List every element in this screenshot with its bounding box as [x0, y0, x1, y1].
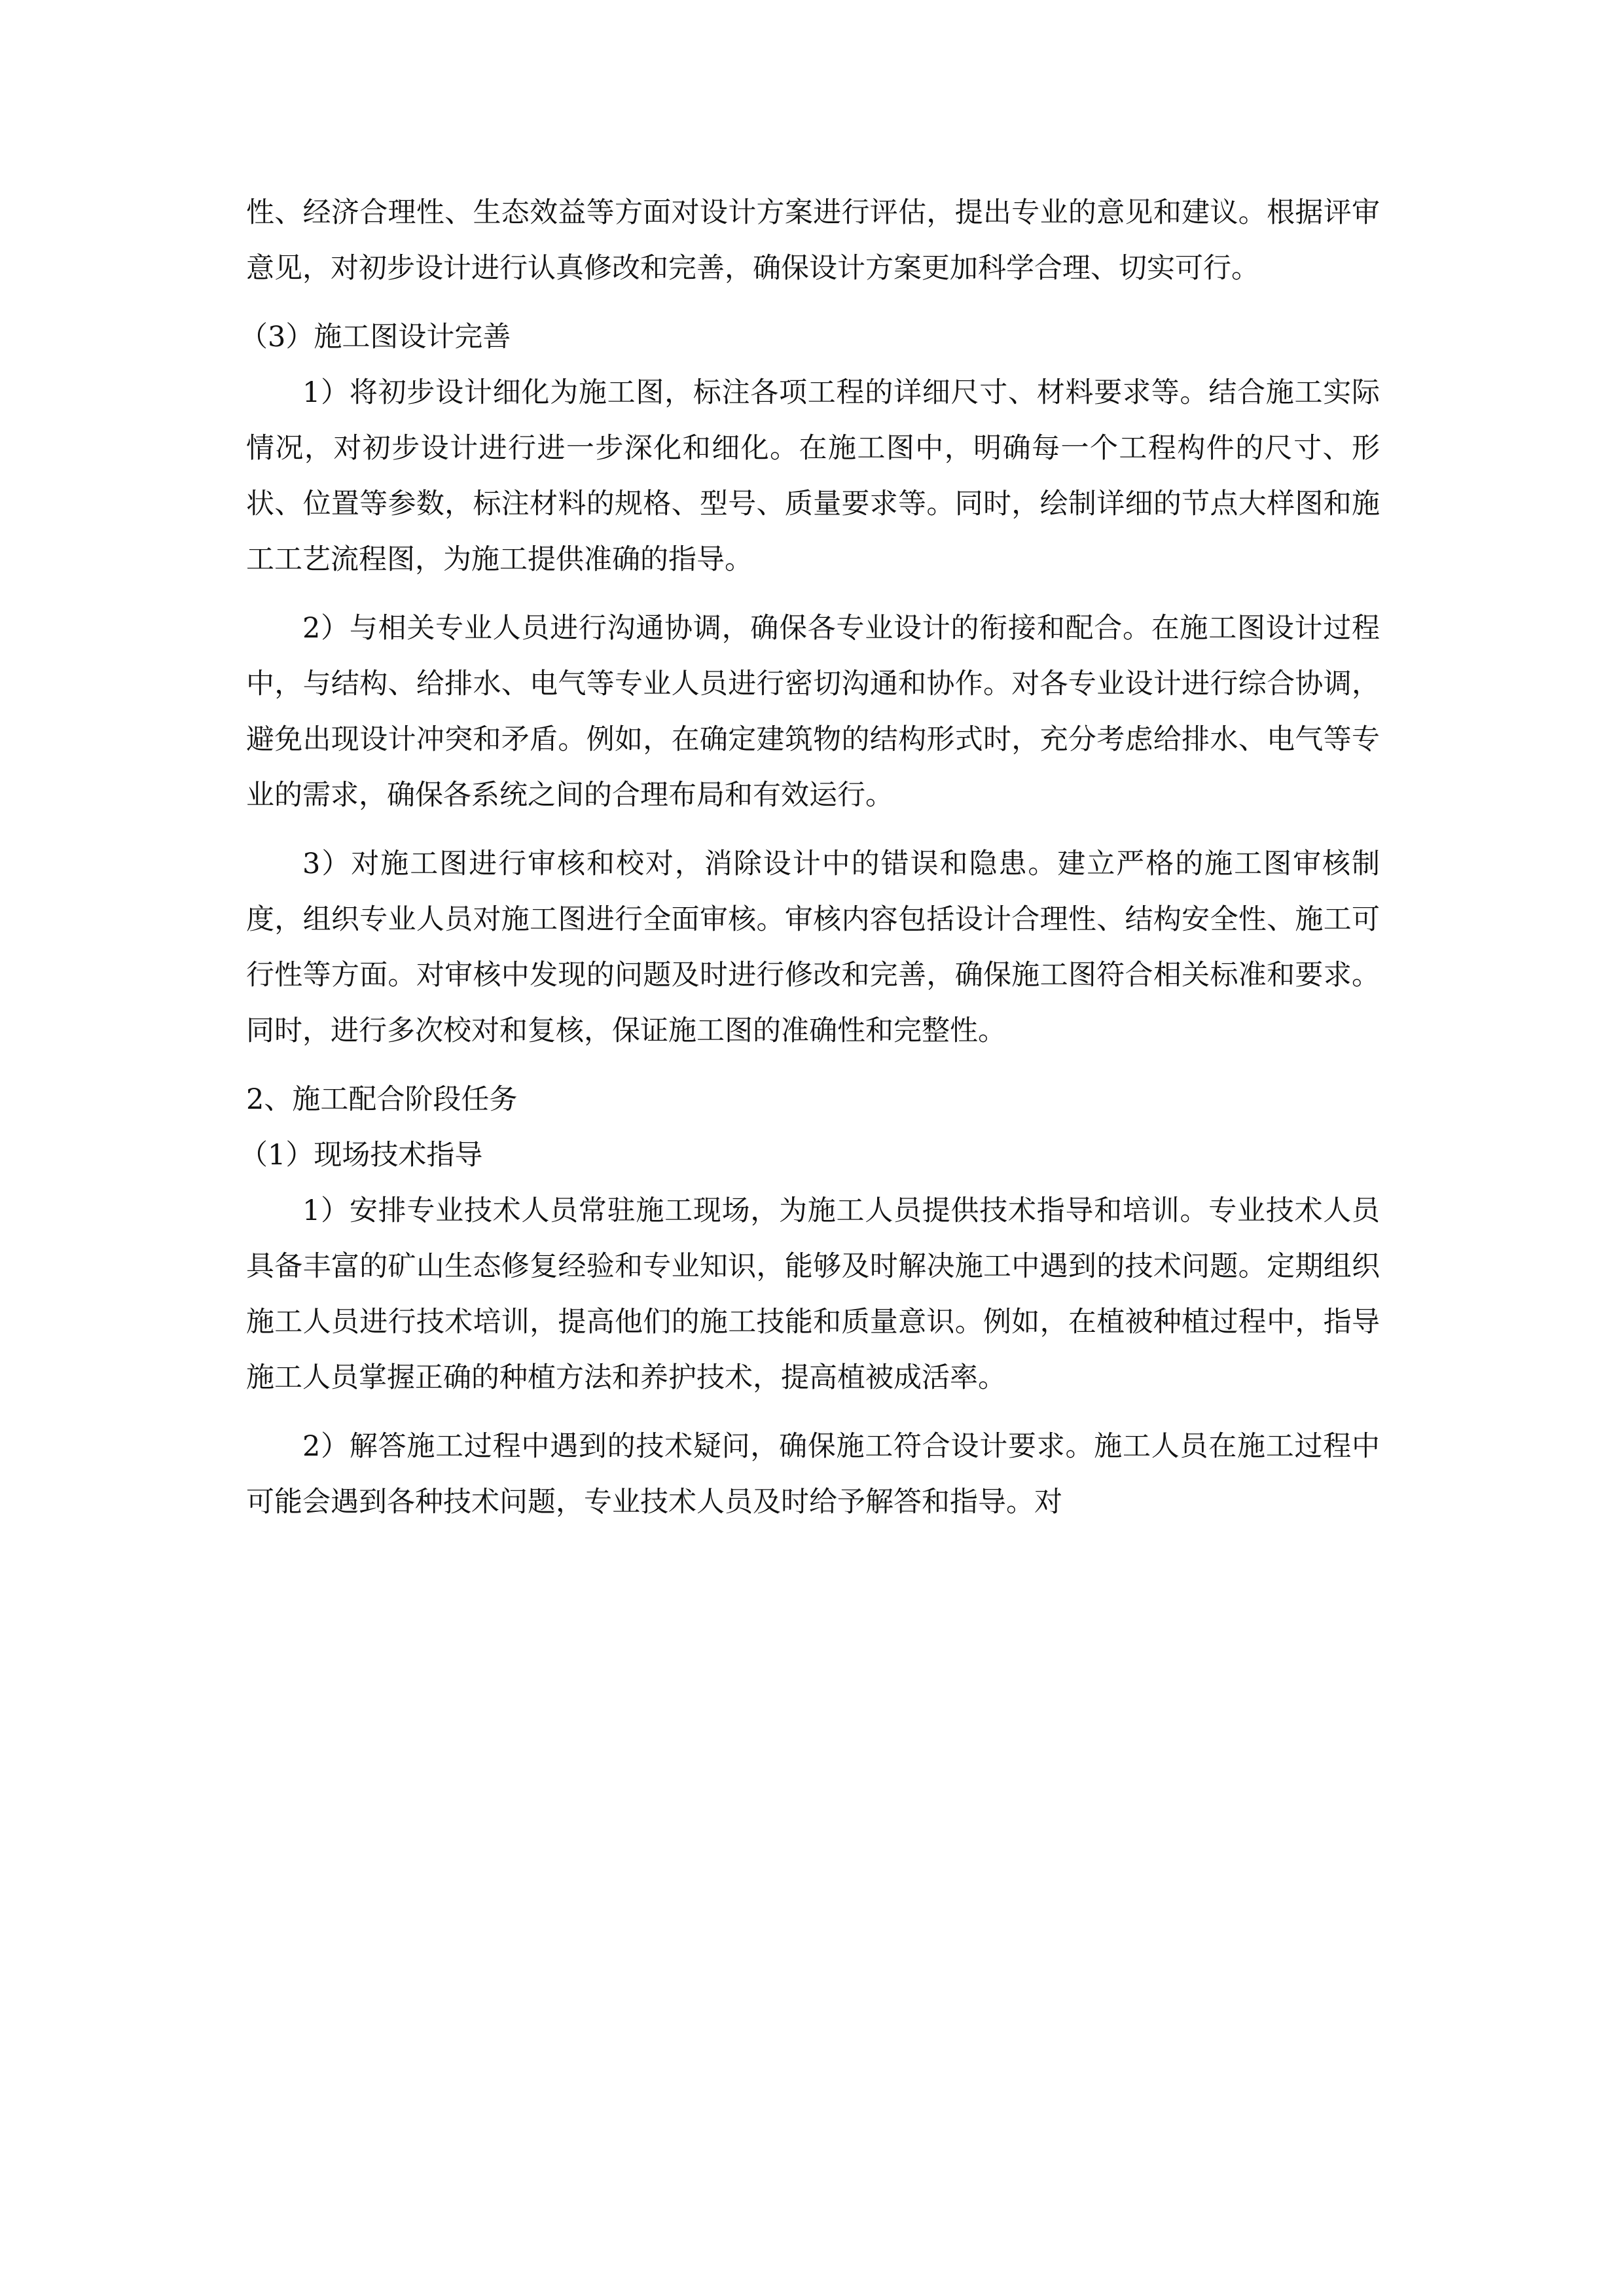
paragraph-item-3: 3）对施工图进行审核和校对，消除设计中的错误和隐患。建立严格的施工图审核制度，组织专业人员对施工图进行全面审核。审核内容包括设计合理性、结构安全性、施工可行性等方面。对审核中发现的问题及时进行修改和完善，确保施工图符合相关标准和要求。同时，进行多次校对和复核，保证施工图的准确性和完整性。 — [246, 848, 1380, 1047]
paragraph-item-2: 2）与相关专业人员进行沟通协调，确保各专业设计的衔接和配合。在施工图设计过程中，与结构、给排水、电气等专业人员进行密切沟通和协作。对各专业设计进行综合协调，避免出现设计冲突和矛盾。例如，在确定建筑物的结构形式时，充分考虑给排水、电气等专业的需求，确保各系统之间的合理布局和有效运行。 — [246, 612, 1380, 812]
paragraph-guidance-2: 2）解答施工过程中遇到的技术疑问，确保施工符合设计要求。施工人员在施工过程中可能会遇到各种技术问题，专业技术人员及时给予解答和指导。对 — [246, 1430, 1380, 1518]
paragraph-continuation: 性、经济合理性、生态效益等方面对设计方案进行评估，提出专业的意见和建议。根据评审意见，对初步设计进行认真修改和完善，确保设计方案更加科学合理、切实可行。 — [246, 196, 1380, 285]
paragraph-item-1: 1）将初步设计细化为施工图，标注各项工程的详细尺寸、材料要求等。结合施工实际情况，对初步设计进行进一步深化和细化。在施工图中，明确每一个工程构件的尺寸、形状、位置等参数，标注材料的规格、型号、质量要求等。同时，绘制详细的节点大样图和施工工艺流程图，为施工提供准确的指导。 — [246, 376, 1380, 576]
heading-construction-phase: 2、施工配合阶段任务 — [246, 1083, 518, 1116]
document-body — [240, 185, 1380, 1543]
subheading-construction-drawing: （3）施工图设计完善 — [240, 321, 511, 353]
paragraph-guidance-1: 1）安排专业技术人员常驻施工现场，为施工人员提供技术指导和培训。专业技术人员具备丰富的矿山生态修复经验和专业知识，能够及时解决施工中遇到的技术问题。定期组织施工人员进行技术培训，提高他们的施工技能和质量意识。例如，在植被种植过程中，指导施工人员掌握正确的种植方法和养护技术，提高植被成活率。 — [246, 1194, 1380, 1394]
subheading-site-guidance: （1）现场技术指导 — [240, 1139, 483, 1172]
